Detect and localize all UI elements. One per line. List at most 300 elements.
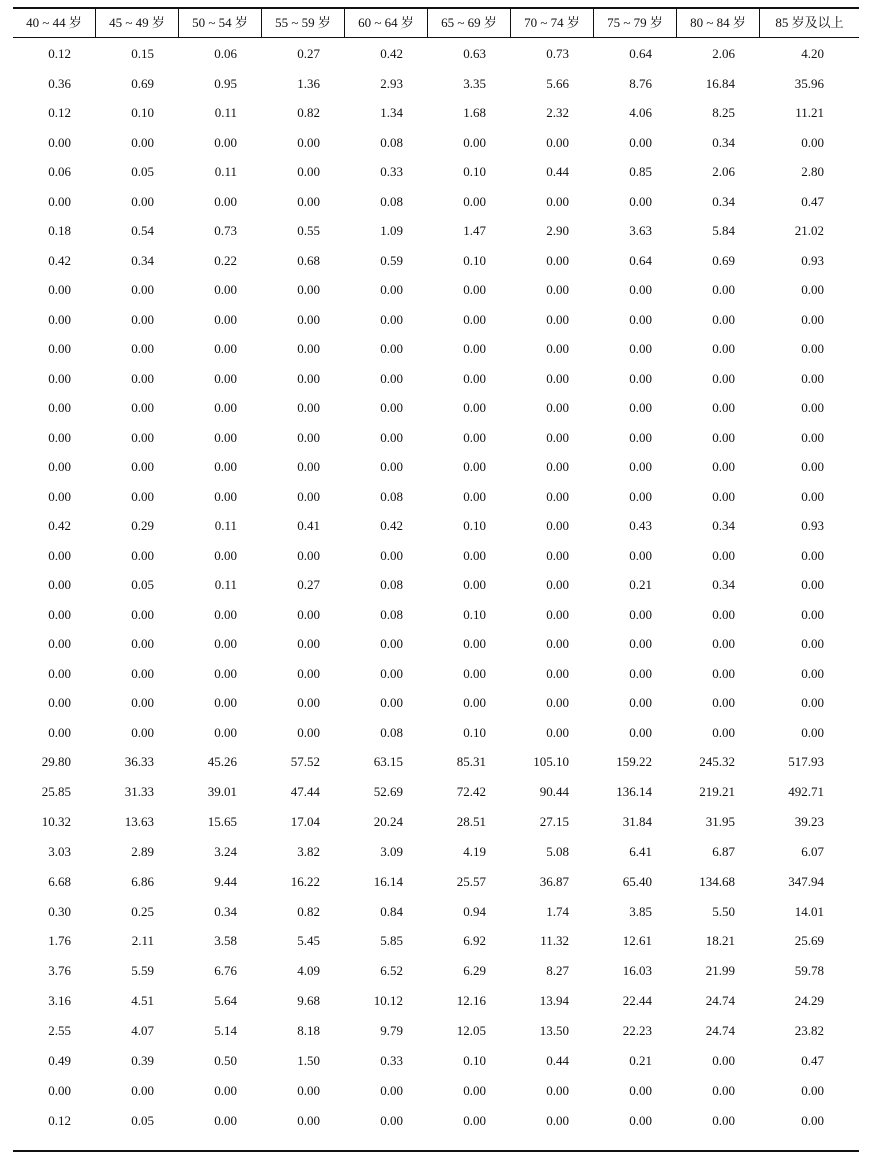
table-cell: 0.93 xyxy=(801,518,824,533)
table-cell: 10.32 xyxy=(41,813,71,829)
table-cell: 0.00 xyxy=(463,134,486,150)
table-cell: 245.32 xyxy=(699,754,735,769)
table-cell: 0.00 xyxy=(546,341,569,356)
table-cell: 1.76 xyxy=(48,933,71,949)
table-cell: 0.00 xyxy=(131,341,154,356)
table-cell: 0.00 xyxy=(48,311,71,327)
table-cell: 0.29 xyxy=(131,518,154,533)
table-row xyxy=(13,39,859,69)
table-cell: 0.44 xyxy=(546,164,569,179)
table-cell: 22.44 xyxy=(622,993,652,1009)
table-cell: 0.00 xyxy=(712,1112,735,1128)
table-cell: 36.87 xyxy=(539,873,569,889)
table-cell: 0.00 xyxy=(546,252,569,268)
table-cell: 0.27 xyxy=(297,46,320,61)
table-cell: 2.90 xyxy=(546,223,569,238)
table-cell: 0.94 xyxy=(463,903,486,919)
table-cell: 2.32 xyxy=(546,105,569,120)
table-cell: 0.00 xyxy=(629,606,652,622)
table-cell: 0.00 xyxy=(546,1112,569,1128)
table-cell: 0.00 xyxy=(297,1112,320,1128)
table-row xyxy=(13,777,859,807)
table-cell: 2.06 xyxy=(712,46,735,61)
table-cell: 25.57 xyxy=(456,873,486,889)
table-cell: 0.00 xyxy=(131,636,154,651)
table-cell: 2.06 xyxy=(712,164,735,179)
table-cell: 0.00 xyxy=(712,695,735,710)
table-cell: 0.00 xyxy=(463,429,486,445)
table-cell: 0.00 xyxy=(380,311,403,327)
table-cell: 0.00 xyxy=(712,341,735,356)
table-cell: 0.00 xyxy=(629,636,652,651)
table-cell: 0.84 xyxy=(380,903,403,919)
table-cell: 0.00 xyxy=(801,282,824,297)
table-cell: 0.00 xyxy=(131,547,154,563)
table-cell: 45.26 xyxy=(207,754,237,769)
table-cell: 0.00 xyxy=(297,282,320,297)
table-cell: 0.00 xyxy=(214,547,237,563)
table-cell: 0.44 xyxy=(546,1053,569,1068)
table-cell: 0.00 xyxy=(297,665,320,681)
table-cell: 0.00 xyxy=(712,370,735,386)
table-cell: 0.00 xyxy=(629,282,652,297)
table-cell: 0.00 xyxy=(546,518,569,533)
table-cell: 1.68 xyxy=(463,105,486,120)
table-cell: 0.69 xyxy=(712,252,735,268)
table-cell: 0.00 xyxy=(214,400,237,415)
table-cell: 47.44 xyxy=(290,783,320,799)
table-cell: 90.44 xyxy=(539,783,569,799)
table-cell: 27.15 xyxy=(539,813,569,829)
table-cell: 0.00 xyxy=(629,193,652,209)
table-cell: 0.00 xyxy=(801,341,824,356)
table-cell: 5.84 xyxy=(712,223,735,238)
table-cell: 0.00 xyxy=(712,488,735,504)
table-cell: 0.33 xyxy=(380,1053,403,1068)
table-cell: 59.78 xyxy=(794,963,824,979)
table-cell: 6.29 xyxy=(463,963,486,979)
table-cell: 13.63 xyxy=(124,813,154,829)
table-cell: 0.00 xyxy=(48,459,71,474)
table-cell: 0.11 xyxy=(214,105,237,120)
table-cell: 0.00 xyxy=(297,1082,320,1098)
table-cell: 0.00 xyxy=(629,547,652,563)
table-cell: 0.00 xyxy=(463,459,486,474)
table-cell: 23.82 xyxy=(794,1023,824,1039)
table-cell: 0.42 xyxy=(48,252,71,268)
table-cell: 13.94 xyxy=(539,993,569,1009)
table-cell: 0.34 xyxy=(131,252,154,268)
table-cell: 0.49 xyxy=(48,1053,71,1068)
table-cell: 6.76 xyxy=(214,963,237,979)
table-cell: 0.00 xyxy=(48,400,71,415)
table-cell: 0.00 xyxy=(712,665,735,681)
table-cell: 0.05 xyxy=(131,164,154,179)
table-cell: 36.33 xyxy=(124,754,154,769)
table-cell: 0.00 xyxy=(131,724,154,740)
column-header: 45 ~ 49 岁 xyxy=(96,9,179,37)
table-cell: 18.21 xyxy=(705,933,735,949)
table-cell: 0.00 xyxy=(131,282,154,297)
table-cell: 6.92 xyxy=(463,933,486,949)
table-cell: 3.09 xyxy=(380,843,403,859)
table-cell: 0.42 xyxy=(380,518,403,533)
table-cell: 0.00 xyxy=(546,488,569,504)
table-cell: 0.00 xyxy=(380,459,403,474)
table-row xyxy=(13,570,859,600)
table-cell: 0.00 xyxy=(297,400,320,415)
table-cell: 0.00 xyxy=(546,695,569,710)
table-cell: 0.00 xyxy=(214,193,237,209)
table-row xyxy=(13,364,859,394)
table-row xyxy=(13,216,859,246)
table-row xyxy=(13,423,859,453)
table-cell: 0.00 xyxy=(48,606,71,622)
table-row xyxy=(13,511,859,541)
table-cell: 4.06 xyxy=(629,105,652,120)
table-cell: 9.68 xyxy=(297,993,320,1009)
table-cell: 0.00 xyxy=(801,488,824,504)
table-cell: 0.00 xyxy=(297,370,320,386)
table-cell: 6.86 xyxy=(131,873,154,889)
table-cell: 0.00 xyxy=(380,547,403,563)
table-cell: 0.00 xyxy=(131,606,154,622)
table-row xyxy=(13,334,859,364)
table-cell: 0.00 xyxy=(712,547,735,563)
table-cell: 0.00 xyxy=(629,341,652,356)
table-cell: 0.00 xyxy=(712,1082,735,1098)
table-cell: 0.85 xyxy=(629,164,652,179)
table-cell: 0.93 xyxy=(801,252,824,268)
table-cell: 0.00 xyxy=(131,459,154,474)
table-cell: 0.08 xyxy=(380,577,403,592)
table-cell: 0.00 xyxy=(297,695,320,710)
table-cell: 0.64 xyxy=(629,252,652,268)
table-cell: 0.00 xyxy=(214,134,237,150)
column-header: 75 ~ 79 岁 xyxy=(594,9,677,37)
table-cell: 21.99 xyxy=(705,963,735,979)
table-cell: 0.00 xyxy=(48,282,71,297)
column-header: 50 ~ 54 岁 xyxy=(179,9,262,37)
table-cell: 0.21 xyxy=(629,1053,652,1068)
table-row xyxy=(13,747,859,777)
table-cell: 13.50 xyxy=(539,1023,569,1039)
table-cell: 0.00 xyxy=(48,1082,71,1098)
table-cell: 1.50 xyxy=(297,1053,320,1068)
table-cell: 0.00 xyxy=(131,665,154,681)
table-cell: 347.94 xyxy=(788,873,824,889)
table-cell: 15.65 xyxy=(207,813,237,829)
table-cell: 0.22 xyxy=(214,252,237,268)
table-cell: 65.40 xyxy=(622,873,652,889)
table-cell: 0.00 xyxy=(131,488,154,504)
table-cell: 2.11 xyxy=(131,933,154,949)
table-cell: 0.73 xyxy=(546,46,569,61)
table-cell: 0.00 xyxy=(131,134,154,150)
table-cell: 0.00 xyxy=(463,282,486,297)
table-cell: 0.34 xyxy=(712,134,735,150)
table-cell: 16.22 xyxy=(290,873,320,889)
table-cell: 0.00 xyxy=(801,665,824,681)
table-cell: 0.33 xyxy=(380,164,403,179)
table-cell: 0.00 xyxy=(801,459,824,474)
table-cell: 0.00 xyxy=(546,282,569,297)
table-cell: 0.82 xyxy=(297,903,320,919)
table-row xyxy=(13,897,859,927)
table-cell: 0.00 xyxy=(629,134,652,150)
table-row xyxy=(13,1016,859,1046)
table-cell: 16.84 xyxy=(705,75,735,91)
table-cell: 0.68 xyxy=(297,252,320,268)
table-cell: 0.00 xyxy=(801,577,824,592)
table-cell: 28.51 xyxy=(456,813,486,829)
table-cell: 0.00 xyxy=(48,134,71,150)
table-cell: 0.00 xyxy=(131,370,154,386)
table-cell: 6.52 xyxy=(380,963,403,979)
table-cell: 0.00 xyxy=(214,282,237,297)
table-row xyxy=(13,629,859,659)
table-cell: 0.12 xyxy=(48,1112,71,1128)
table-cell: 0.00 xyxy=(297,134,320,150)
table-cell: 6.87 xyxy=(712,843,735,859)
table-cell: 0.00 xyxy=(297,164,320,179)
table-row xyxy=(13,98,859,128)
table-bottom-rule xyxy=(13,1150,859,1152)
table-cell: 0.00 xyxy=(48,577,71,592)
table-cell: 0.00 xyxy=(463,636,486,651)
table-row xyxy=(13,541,859,571)
table-cell: 0.08 xyxy=(380,193,403,209)
table-cell: 0.00 xyxy=(629,400,652,415)
table-cell: 5.64 xyxy=(214,993,237,1009)
table-cell: 0.00 xyxy=(214,636,237,651)
table-cell: 0.00 xyxy=(801,724,824,740)
table-cell: 4.07 xyxy=(131,1023,154,1039)
table-cell: 517.93 xyxy=(788,754,824,769)
table-cell: 12.05 xyxy=(456,1023,486,1039)
table-cell: 0.36 xyxy=(48,75,71,91)
table-cell: 0.11 xyxy=(214,518,237,533)
table-cell: 0.00 xyxy=(629,488,652,504)
table-cell: 0.00 xyxy=(297,488,320,504)
table-cell: 0.95 xyxy=(214,75,237,91)
table-cell: 0.00 xyxy=(214,341,237,356)
table-cell: 136.14 xyxy=(616,783,652,799)
table-cell: 0.00 xyxy=(48,429,71,445)
table-cell: 0.50 xyxy=(214,1053,237,1068)
table-cell: 0.30 xyxy=(48,903,71,919)
table-row xyxy=(13,600,859,630)
table-cell: 0.00 xyxy=(546,311,569,327)
table-cell: 0.42 xyxy=(380,46,403,61)
table-cell: 0.00 xyxy=(131,311,154,327)
table-cell: 0.00 xyxy=(48,695,71,710)
table-cell: 0.00 xyxy=(214,488,237,504)
table-cell: 0.10 xyxy=(463,164,486,179)
table-cell: 105.10 xyxy=(533,754,569,769)
table-cell: 0.00 xyxy=(214,1082,237,1098)
table-cell: 6.41 xyxy=(629,843,652,859)
table-cell: 0.00 xyxy=(131,429,154,445)
table-cell: 0.00 xyxy=(380,665,403,681)
table-cell: 9.44 xyxy=(214,873,237,889)
table-cell: 0.15 xyxy=(131,46,154,61)
table-cell: 0.00 xyxy=(48,193,71,209)
table-cell: 0.00 xyxy=(380,1112,403,1128)
table-cell: 0.00 xyxy=(214,1112,237,1128)
table-cell: 0.00 xyxy=(546,193,569,209)
table-cell: 0.00 xyxy=(712,282,735,297)
table-cell: 0.00 xyxy=(380,370,403,386)
table-cell: 0.34 xyxy=(712,577,735,592)
table-cell: 85.31 xyxy=(456,754,486,769)
table-cell: 3.58 xyxy=(214,933,237,949)
table-cell: 0.10 xyxy=(463,518,486,533)
table-cell: 0.00 xyxy=(214,429,237,445)
table-cell: 0.00 xyxy=(297,606,320,622)
table-cell: 3.35 xyxy=(463,75,486,91)
table-cell: 0.00 xyxy=(546,577,569,592)
table-cell: 0.00 xyxy=(629,665,652,681)
table-row xyxy=(13,688,859,718)
table-cell: 0.00 xyxy=(629,1082,652,1098)
table-row xyxy=(13,157,859,187)
table-cell: 0.00 xyxy=(801,429,824,445)
table-cell: 0.00 xyxy=(463,695,486,710)
column-header: 60 ~ 64 岁 xyxy=(345,9,428,37)
header-rule xyxy=(13,37,859,38)
table-cell: 0.10 xyxy=(463,606,486,622)
table-cell: 0.00 xyxy=(48,341,71,356)
table-cell: 2.55 xyxy=(48,1023,71,1039)
table-cell: 0.00 xyxy=(801,400,824,415)
table-cell: 0.64 xyxy=(629,46,652,61)
table-row xyxy=(13,986,859,1016)
table-cell: 0.00 xyxy=(380,341,403,356)
table-cell: 2.93 xyxy=(380,75,403,91)
table-cell: 0.00 xyxy=(297,429,320,445)
table-cell: 0.00 xyxy=(131,400,154,415)
table-cell: 11.21 xyxy=(795,105,824,120)
table-cell: 0.00 xyxy=(297,193,320,209)
table-cell: 0.00 xyxy=(131,193,154,209)
table-cell: 12.16 xyxy=(456,993,486,1009)
table-cell: 0.00 xyxy=(463,370,486,386)
table-cell: 0.34 xyxy=(712,518,735,533)
table-cell: 8.76 xyxy=(629,75,652,91)
table-cell: 0.55 xyxy=(297,223,320,238)
column-header: 40 ~ 44 岁 xyxy=(13,9,96,37)
table-cell: 0.06 xyxy=(48,164,71,179)
column-header: 85 岁及以上 xyxy=(775,15,844,30)
table-cell: 63.15 xyxy=(373,754,403,769)
table-cell: 5.50 xyxy=(712,903,735,919)
table-cell: 0.00 xyxy=(463,665,486,681)
table-cell: 29.80 xyxy=(41,754,71,769)
table-cell: 0.00 xyxy=(801,1082,824,1098)
table-cell: 0.00 xyxy=(463,341,486,356)
table-cell: 0.73 xyxy=(214,223,237,238)
table-cell: 0.18 xyxy=(48,223,71,238)
table-cell: 72.42 xyxy=(456,783,486,799)
table-cell: 31.33 xyxy=(124,783,154,799)
table-cell: 0.00 xyxy=(712,724,735,740)
table-row xyxy=(13,393,859,423)
table-cell: 25.69 xyxy=(794,933,824,949)
table-cell: 22.23 xyxy=(622,1023,652,1039)
table-cell: 0.00 xyxy=(463,1112,486,1128)
table-cell: 3.76 xyxy=(48,963,71,979)
table-cell: 12.61 xyxy=(622,933,652,949)
table-row xyxy=(13,837,859,867)
table-cell: 31.95 xyxy=(705,813,735,829)
table-cell: 0.00 xyxy=(297,341,320,356)
table-cell: 0.00 xyxy=(712,459,735,474)
table-cell: 3.85 xyxy=(629,903,652,919)
table-cell: 25.85 xyxy=(41,783,71,799)
table-cell: 31.84 xyxy=(622,813,652,829)
table-cell: 0.00 xyxy=(297,459,320,474)
table-cell: 24.29 xyxy=(794,993,824,1009)
table-cell: 0.00 xyxy=(712,311,735,327)
table-cell: 0.00 xyxy=(712,1053,735,1068)
table-row xyxy=(13,187,859,217)
table-cell: 0.25 xyxy=(131,903,154,919)
table-row xyxy=(13,926,859,956)
table-cell: 39.23 xyxy=(794,813,824,829)
table-cell: 4.19 xyxy=(463,843,486,859)
table-cell: 0.00 xyxy=(463,193,486,209)
table-cell: 0.05 xyxy=(131,1112,154,1128)
table-cell: 0.34 xyxy=(712,193,735,209)
table-cell: 0.00 xyxy=(801,547,824,563)
table-cell: 0.00 xyxy=(629,311,652,327)
table-cell: 57.52 xyxy=(290,754,320,769)
column-header: 70 ~ 74 岁 xyxy=(511,9,594,37)
table-cell: 2.80 xyxy=(801,164,824,179)
table-cell: 0.08 xyxy=(380,724,403,740)
table-cell: 0.00 xyxy=(380,282,403,297)
table-row xyxy=(13,305,859,335)
table-cell: 1.47 xyxy=(463,223,486,238)
table-cell: 0.00 xyxy=(48,665,71,681)
table-cell: 8.18 xyxy=(297,1023,320,1039)
table-cell: 0.69 xyxy=(131,75,154,91)
table-cell: 39.01 xyxy=(207,783,237,799)
table-cell: 3.63 xyxy=(629,223,652,238)
table-cell: 0.00 xyxy=(463,1082,486,1098)
table-row xyxy=(13,1076,859,1106)
table-cell: 16.14 xyxy=(373,873,403,889)
column-header: 65 ~ 69 岁 xyxy=(428,9,511,37)
table-cell: 0.00 xyxy=(546,606,569,622)
table-cell: 0.00 xyxy=(48,370,71,386)
table-cell: 0.27 xyxy=(297,577,320,592)
table-row xyxy=(13,246,859,276)
table-cell: 0.00 xyxy=(801,370,824,386)
table-cell: 0.47 xyxy=(801,193,824,209)
table-cell: 5.08 xyxy=(546,843,569,859)
table-cell: 0.39 xyxy=(131,1053,154,1068)
table-cell: 16.03 xyxy=(622,963,652,979)
table-cell: 0.00 xyxy=(629,459,652,474)
table-cell: 0.00 xyxy=(380,1082,403,1098)
table-cell: 0.10 xyxy=(131,105,154,120)
table-cell: 0.00 xyxy=(214,606,237,622)
table-cell: 0.00 xyxy=(463,547,486,563)
table-cell: 0.41 xyxy=(297,518,320,533)
table-row xyxy=(13,867,859,897)
